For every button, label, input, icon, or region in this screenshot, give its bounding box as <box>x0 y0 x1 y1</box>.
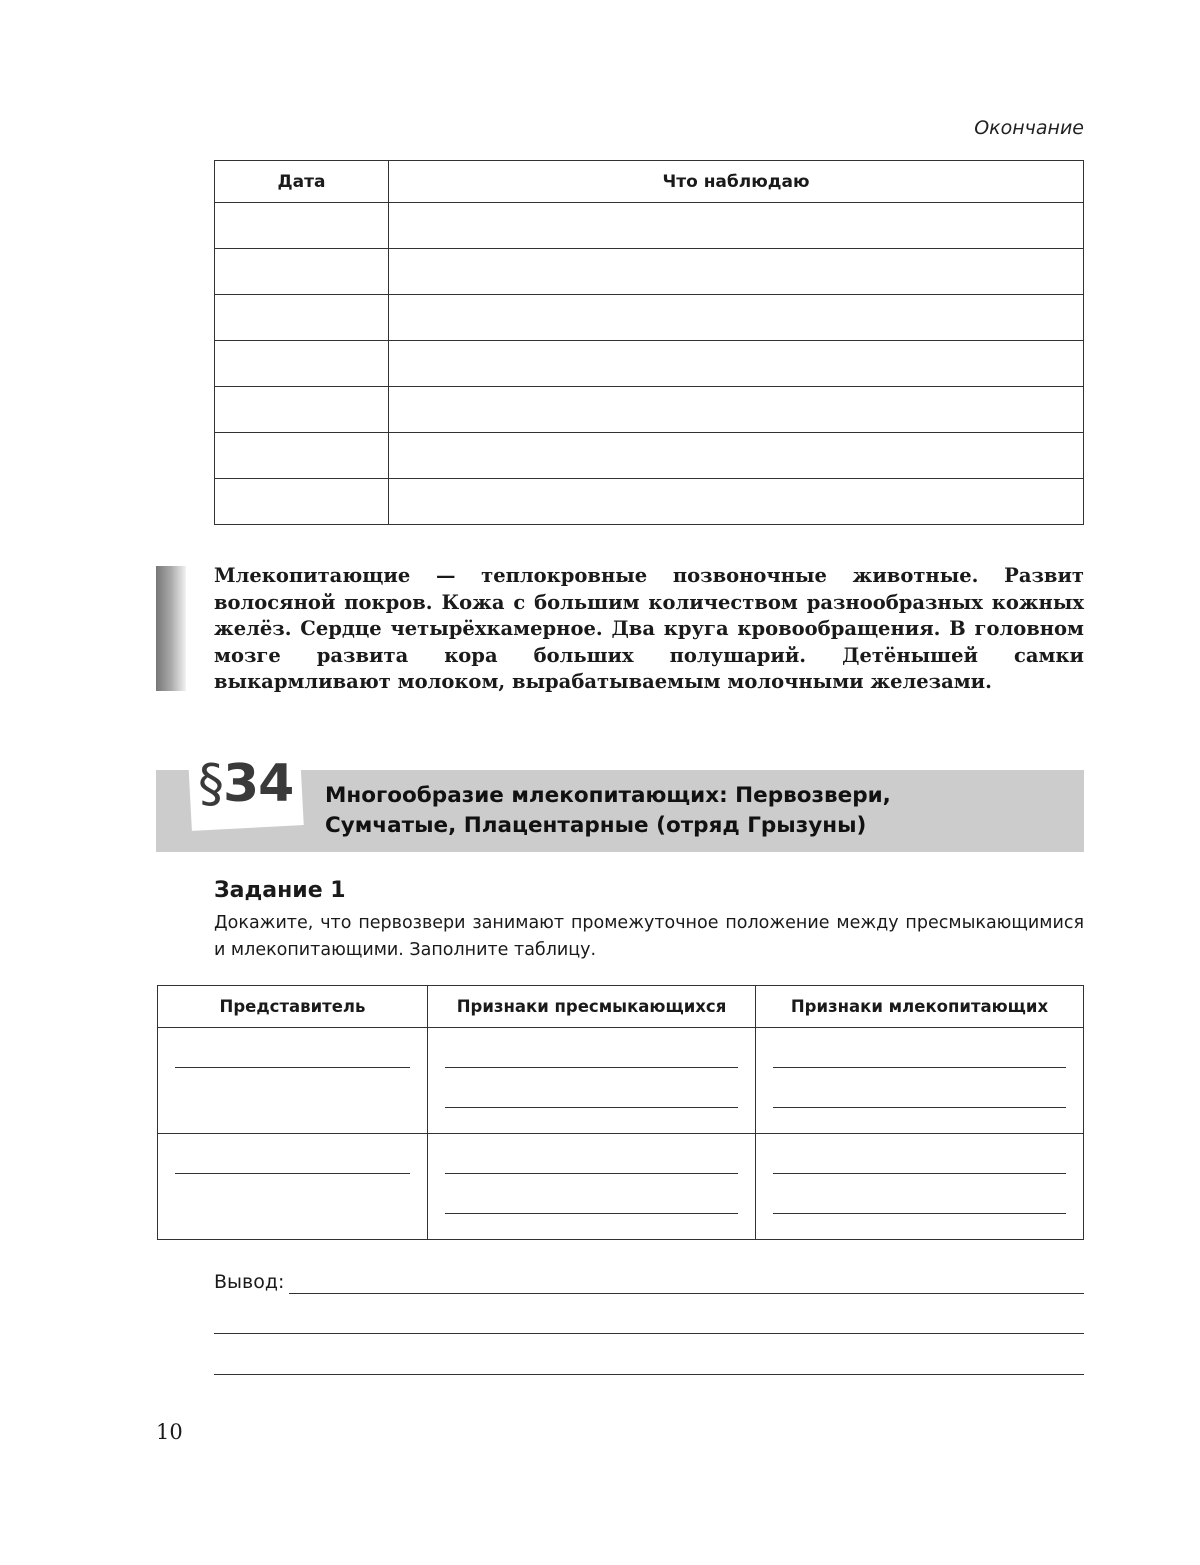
task-instructions: Докажите, что первозвери занимают промежуточное положение между пресмыкающимися и млекопитающими. Заполните таблицу. <box>214 913 1084 960</box>
table-row <box>215 203 1084 249</box>
date-cell[interactable] <box>215 295 389 341</box>
section-number <box>198 754 293 814</box>
reptile-traits-cell <box>428 1028 756 1134</box>
column-header-date: Дата <box>215 161 389 203</box>
answer-line[interactable] <box>445 1173 738 1174</box>
column-header-observation: Что наблюдаю <box>389 161 1084 203</box>
conclusion-label: Вывод: <box>214 1271 285 1293</box>
representative-cell <box>158 1134 428 1240</box>
date-cell[interactable] <box>215 387 389 433</box>
representative-cell <box>158 1028 428 1134</box>
traits-table <box>157 985 1084 1240</box>
observation-cell[interactable] <box>389 387 1084 433</box>
answer-line[interactable] <box>445 1067 738 1068</box>
reptile-traits-cell <box>428 1134 756 1240</box>
table-row <box>215 433 1084 479</box>
observation-cell[interactable] <box>389 479 1084 525</box>
section-title-line: Многообразие млекопитающих: Первозвери, <box>325 783 891 808</box>
answer-line[interactable] <box>445 1107 738 1108</box>
table-row <box>158 1028 1084 1134</box>
observation-cell[interactable] <box>389 203 1084 249</box>
table-row <box>215 387 1084 433</box>
column-header-mammal-traits: Признаки млекопитающих <box>756 986 1084 1028</box>
answer-line[interactable] <box>773 1107 1066 1108</box>
table-row <box>215 341 1084 387</box>
table-header-row <box>158 986 1084 1028</box>
date-cell[interactable] <box>215 341 389 387</box>
answer-line[interactable] <box>175 1173 410 1174</box>
section-number-value: 34 <box>223 754 294 814</box>
table-row <box>215 295 1084 341</box>
observation-table <box>214 160 1084 525</box>
date-cell[interactable] <box>215 249 389 295</box>
definition-marker-bar <box>156 566 186 691</box>
section-sign: § <box>198 754 223 814</box>
date-cell[interactable] <box>215 479 389 525</box>
date-cell[interactable] <box>215 203 389 249</box>
section-title-line: Сумчатые, Плацентарные (отряд Грызуны) <box>325 813 867 838</box>
table-row <box>158 1134 1084 1240</box>
observation-cell[interactable] <box>389 341 1084 387</box>
mammal-traits-cell <box>756 1134 1084 1240</box>
answer-line[interactable] <box>773 1067 1066 1068</box>
section-title <box>325 781 1065 841</box>
mammal-traits-cell <box>756 1028 1084 1134</box>
continuation-label: Окончание <box>974 117 1084 139</box>
answer-line[interactable] <box>445 1213 738 1214</box>
observation-cell[interactable] <box>389 433 1084 479</box>
answer-line[interactable] <box>773 1213 1066 1214</box>
column-header-representative: Представитель <box>158 986 428 1028</box>
conclusion-line[interactable] <box>214 1374 1084 1375</box>
table-header-row <box>215 161 1084 203</box>
conclusion-line[interactable] <box>289 1293 1084 1294</box>
date-cell[interactable] <box>215 433 389 479</box>
page-number: 10 <box>156 1420 183 1444</box>
observation-cell[interactable] <box>389 295 1084 341</box>
observation-cell[interactable] <box>389 249 1084 295</box>
column-header-reptile-traits: Признаки пресмыкающихся <box>428 986 756 1028</box>
table-row <box>215 249 1084 295</box>
conclusion-line[interactable] <box>214 1333 1084 1334</box>
task-title: Задание 1 <box>214 878 346 903</box>
table-row <box>215 479 1084 525</box>
definition-text: Млекопитающие — теплокровные позвоночные животные. Развит волосяной покров. Кожа с большим количеством разнообразных кожных желёз. Сердце четырёхкамерное. Два круга кровообращения. В головном мозге развита кора больших полушарий. Детёнышей самки выкармливают молоком, вырабатываемым молочными железами. <box>214 564 1084 693</box>
answer-line[interactable] <box>773 1173 1066 1174</box>
answer-line[interactable] <box>175 1067 410 1068</box>
